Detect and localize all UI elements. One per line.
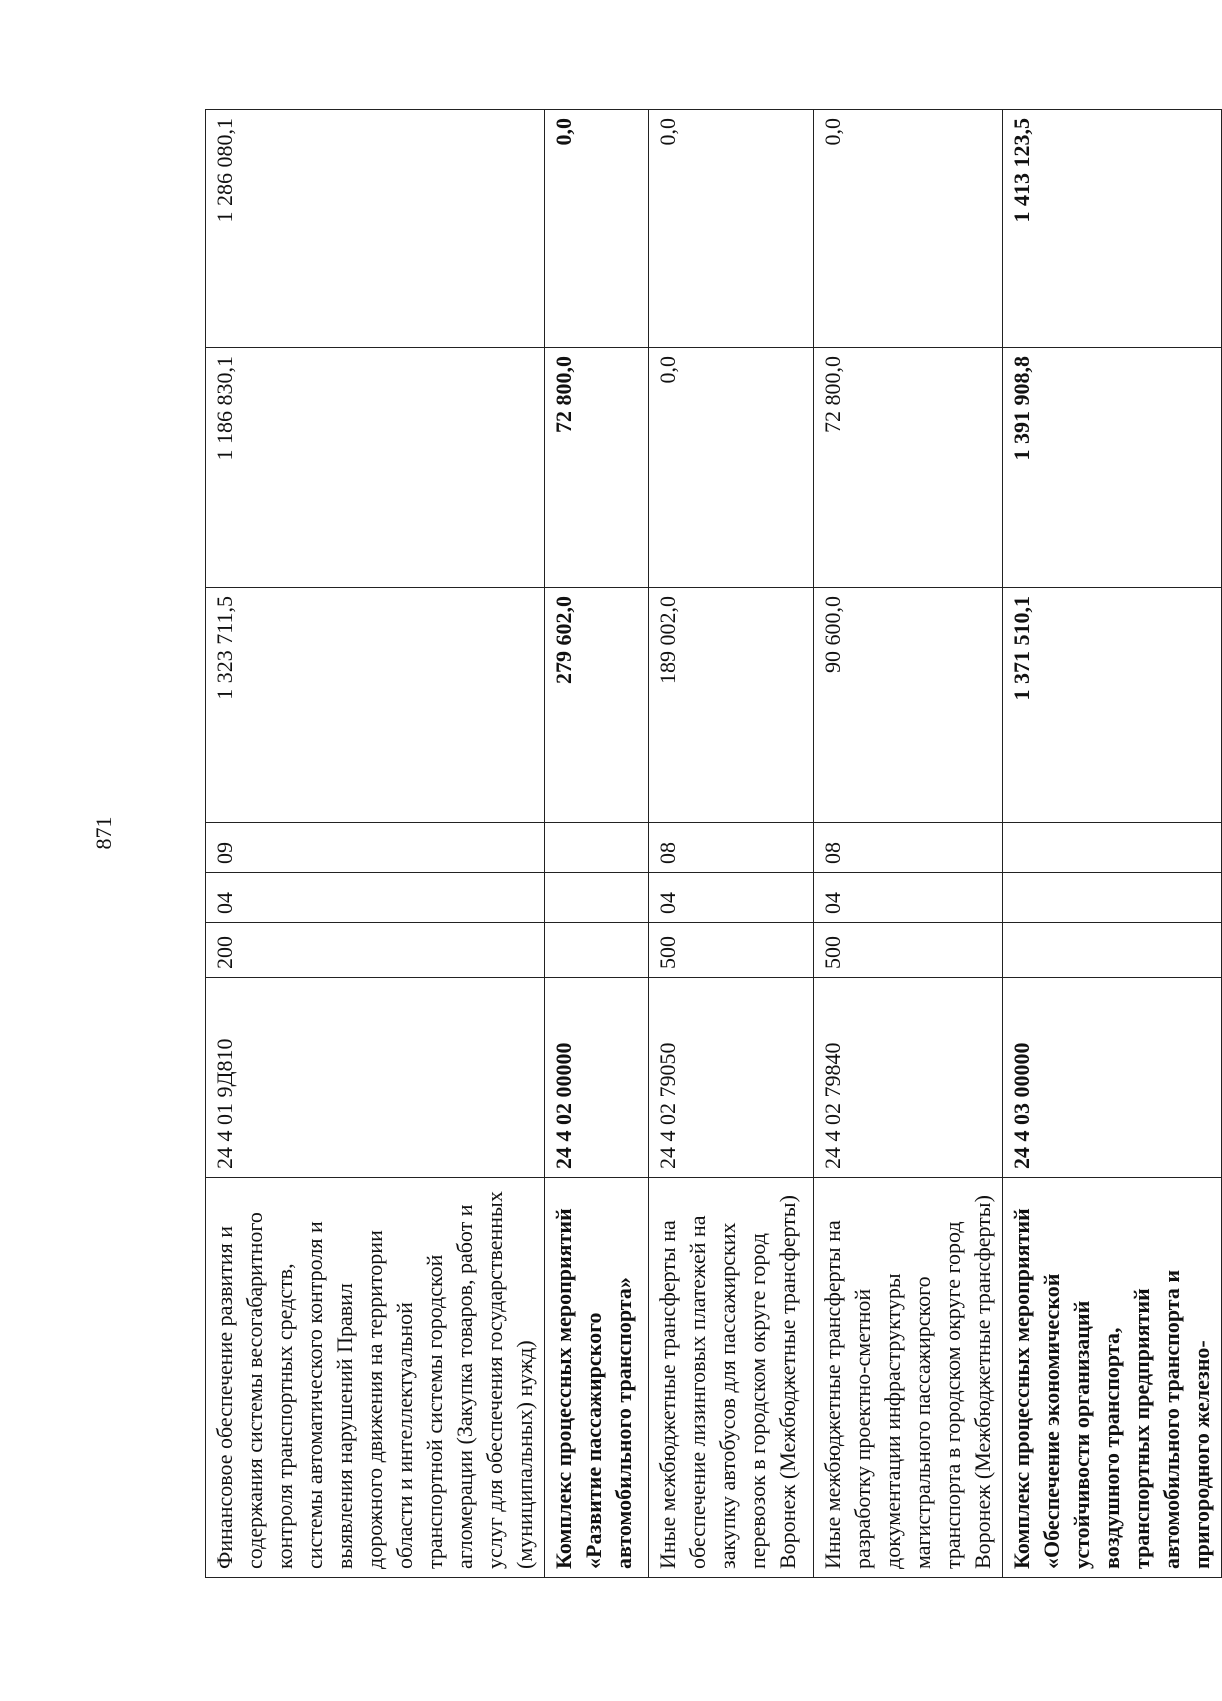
amount-year1-cell: 90 600,0 <box>814 588 1003 823</box>
subsection-cell <box>1003 823 1222 873</box>
page-number: 871 <box>91 816 116 850</box>
expense-type-cell <box>545 923 649 978</box>
amount-year1-cell: 1 323 711,5 <box>206 588 545 823</box>
amount-year3-cell: 1 413 123,5 <box>1003 110 1222 348</box>
expense-type-cell: 200 <box>206 923 545 978</box>
row-name-cell: Комплекс процессных мероприятий «Развитие пассажирского автомобильного транспорта» <box>545 1178 649 1578</box>
amount-year2-cell: 72 800,0 <box>545 348 649 588</box>
expense-type-cell: 500 <box>814 923 1003 978</box>
section-cell <box>545 873 649 923</box>
expense-type-cell <box>1003 923 1222 978</box>
target-article-code-cell: 24 4 02 00000 <box>545 978 649 1178</box>
amount-year2-cell: 1 186 830,1 <box>206 348 545 588</box>
budget-table <box>205 109 1222 1578</box>
row-name-cell: Финансовое обеспечение развития и содержания системы весогабаритного контроля транспортных средств, системы автоматического контроля и выявления нарушений Правил дорожного движения на территории области и интеллектуальной транспортной системы городской агломерации (Закупка товаров, работ и услуг для обеспечения государственных (муниципальных) нужд) <box>206 1178 545 1578</box>
subsection-cell: 08 <box>814 823 1003 873</box>
amount-year3-cell: 0,0 <box>814 110 1003 348</box>
section-cell: 04 <box>814 873 1003 923</box>
table-row <box>1003 110 1222 1578</box>
section-cell <box>1003 873 1222 923</box>
amount-year2-cell: 0,0 <box>649 348 814 588</box>
row-name-cell: Комплекс процессных мероприятий «Обеспечение экономической устойчивости организаций воздушного транспорта, транспортных предприятий автомобильного транспорта и пригородного железно- <box>1003 1178 1222 1578</box>
subsection-cell: 08 <box>649 823 814 873</box>
rotated-table-container <box>205 110 1214 1578</box>
amount-year3-cell: 0,0 <box>649 110 814 348</box>
row-name-cell: Иные межбюджетные трансферты на обеспечение лизинговых платежей на закупку автобусов для пассажирских перевозок в городском округе город Воронеж (Межбюджетные трансферты) <box>649 1178 814 1578</box>
expense-type-cell: 500 <box>649 923 814 978</box>
subsection-cell: 09 <box>206 823 545 873</box>
row-name-cell: Иные межбюджетные трансферты на разработку проектно-сметной документации инфраструктуры магистрального пассажирского транспорта в городском округе город Воронеж (Межбюджетные трансферты) <box>814 1178 1003 1578</box>
table-row <box>206 110 545 1578</box>
target-article-code-cell: 24 4 01 9Д810 <box>206 978 545 1178</box>
amount-year1-cell: 189 002,0 <box>649 588 814 823</box>
amount-year3-cell: 1 286 080,1 <box>206 110 545 348</box>
table-row <box>545 110 649 1578</box>
amount-year3-cell: 0,0 <box>545 110 649 348</box>
target-article-code-cell: 24 4 02 79050 <box>649 978 814 1178</box>
table-row <box>649 110 814 1578</box>
table-row <box>814 110 1003 1578</box>
subsection-cell <box>545 823 649 873</box>
amount-year1-cell: 279 602,0 <box>545 588 649 823</box>
amount-year2-cell: 1 391 908,8 <box>1003 348 1222 588</box>
target-article-code-cell: 24 4 03 00000 <box>1003 978 1222 1178</box>
target-article-code-cell: 24 4 02 79840 <box>814 978 1003 1178</box>
section-cell: 04 <box>206 873 545 923</box>
amount-year2-cell: 72 800,0 <box>814 348 1003 588</box>
section-cell: 04 <box>649 873 814 923</box>
amount-year1-cell: 1 371 510,1 <box>1003 588 1222 823</box>
